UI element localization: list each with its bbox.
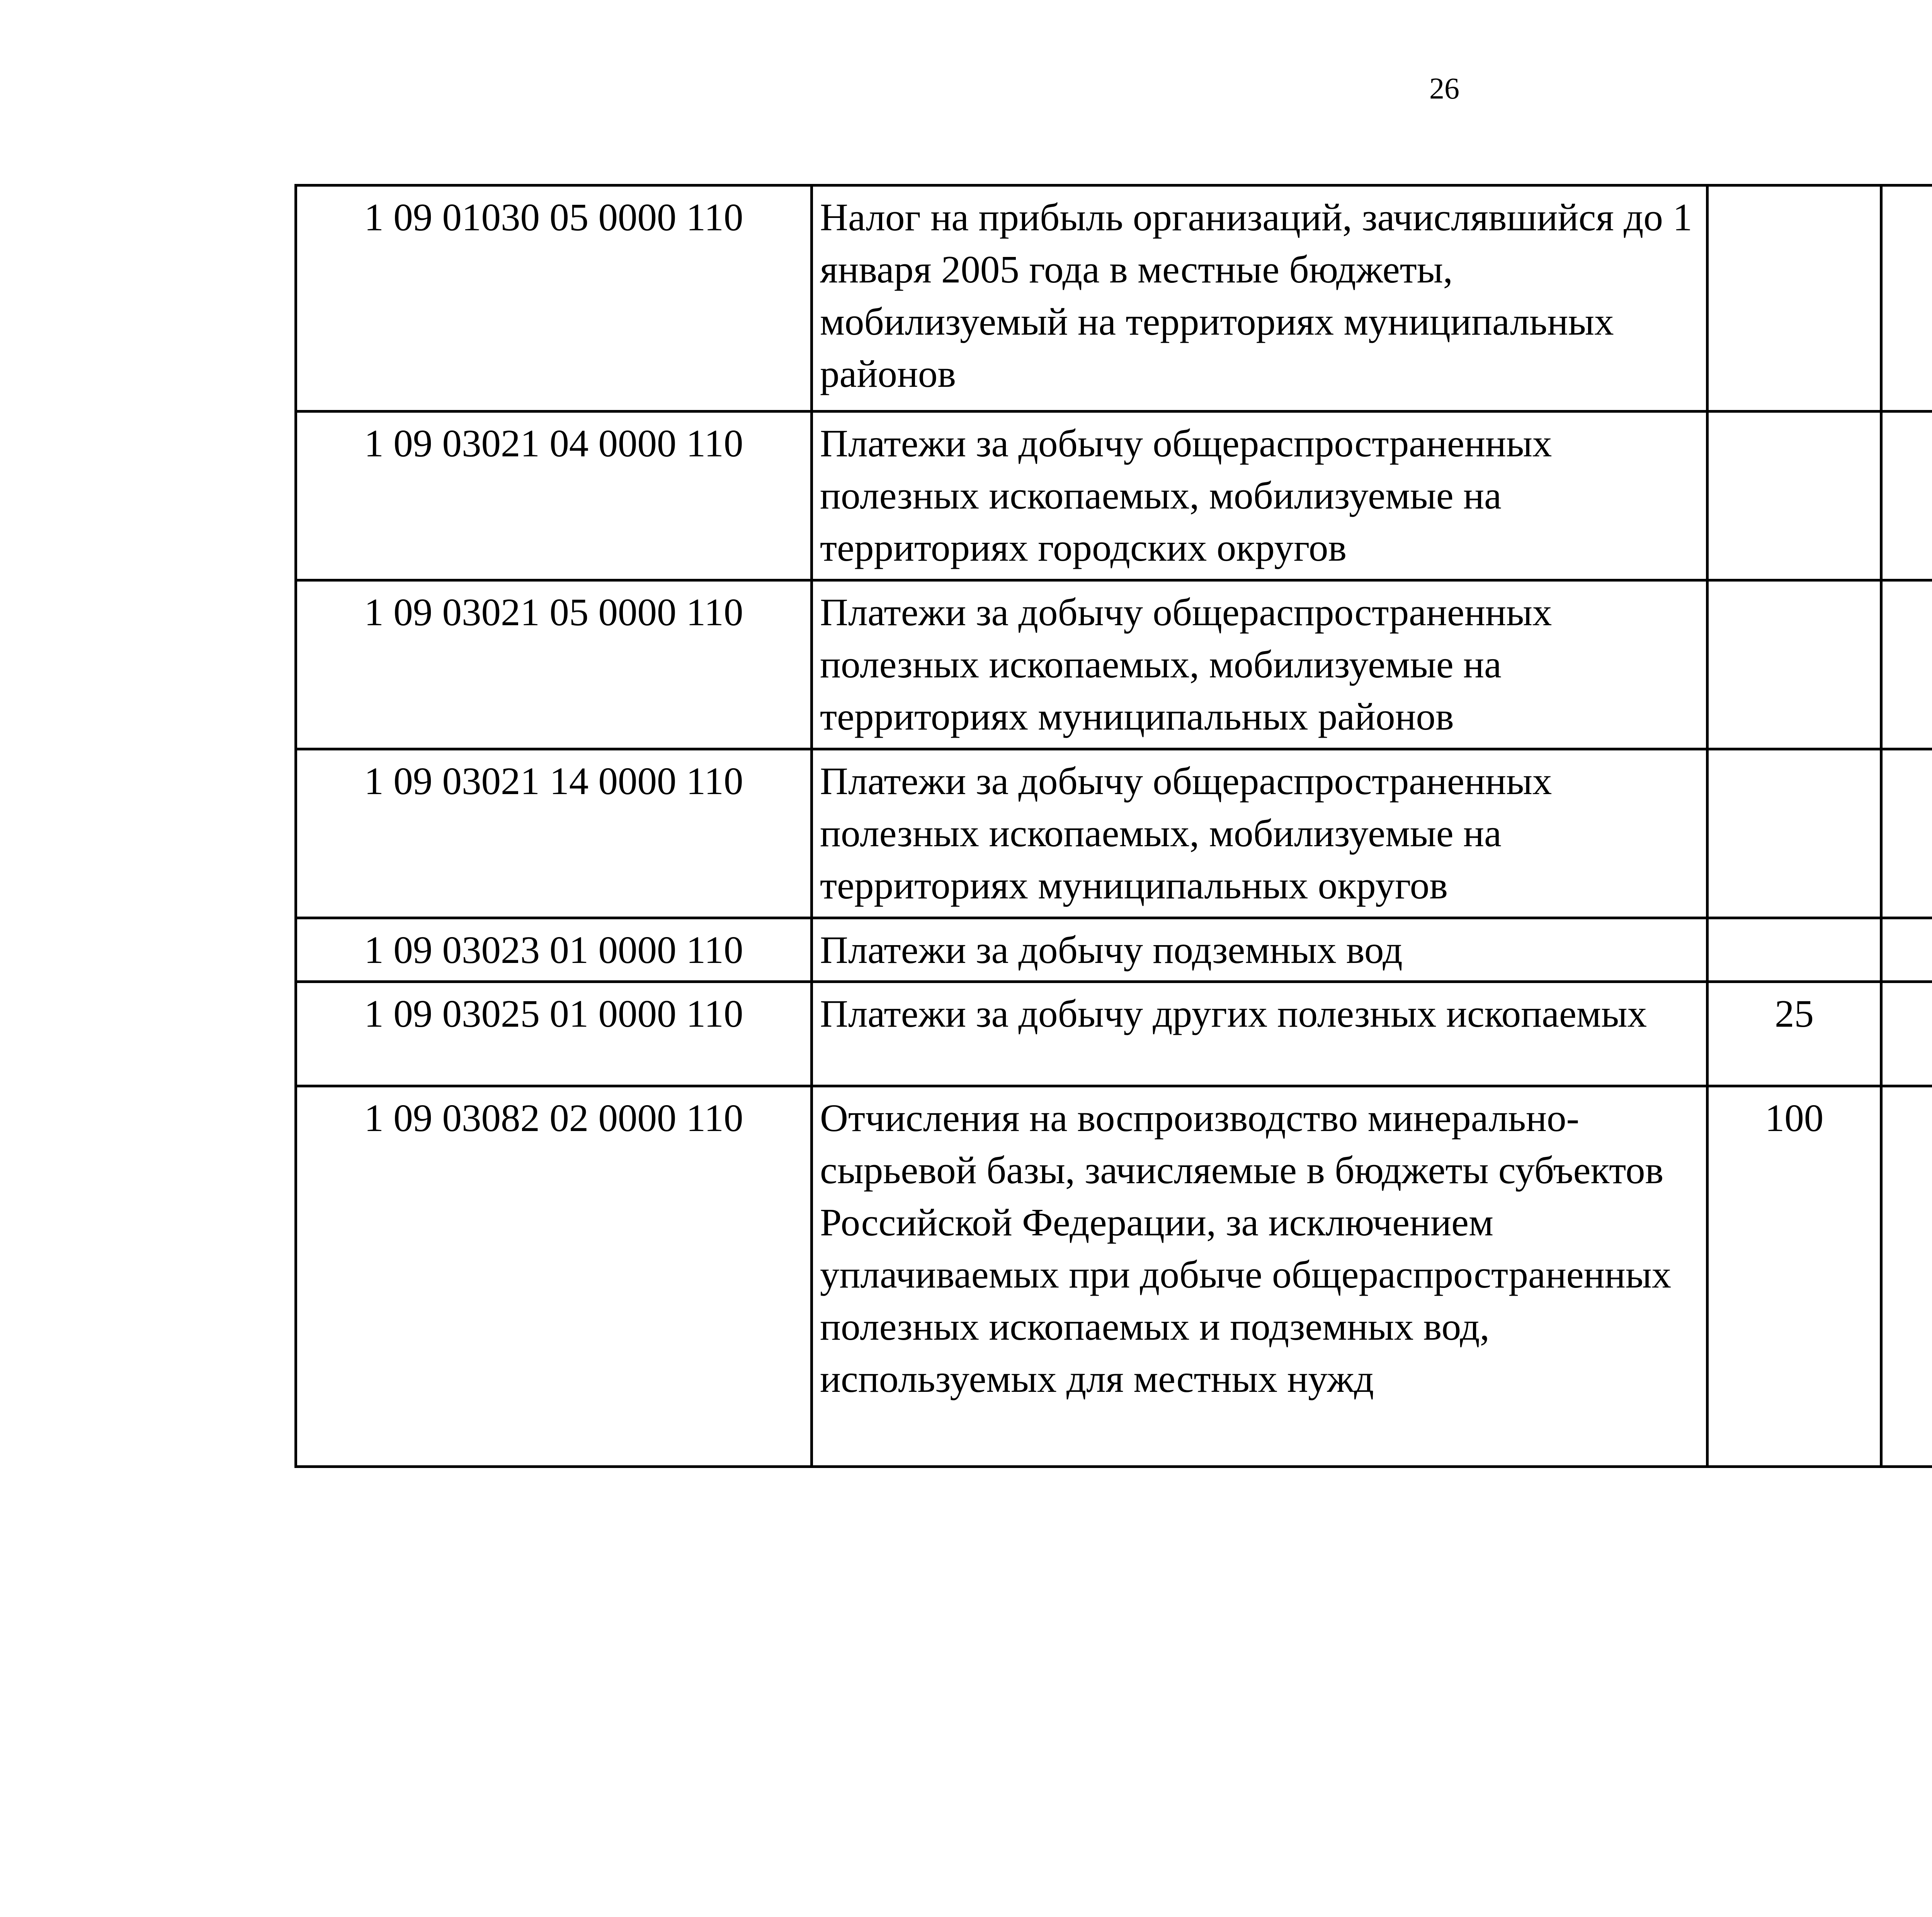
value-cell-col1	[1708, 412, 1881, 580]
value-cell-col1	[1708, 749, 1881, 918]
table-row	[296, 412, 1932, 580]
value-cell-col2	[1881, 580, 1932, 749]
revenue-description-cell: Платежи за добычу общераспространенных полезных ископаемых, мобилизуемые на территориях муниципальных округов	[812, 749, 1708, 918]
value-cell-col2	[1881, 982, 1932, 1086]
value-cell-col1	[1708, 580, 1881, 749]
revenue-code-cell: 1 09 03025 01 0000 110	[296, 982, 812, 1086]
table-row	[296, 185, 1932, 412]
revenue-description-cell: Платежи за добычу общераспространенных полезных ископаемых, мобилизуемые на территориях городских округов	[812, 412, 1708, 580]
table-row	[296, 749, 1932, 918]
revenue-code-cell: 1 09 03021 05 0000 110	[296, 580, 812, 749]
revenue-code-cell: 1 09 03021 04 0000 110	[296, 412, 812, 580]
table-row	[296, 580, 1932, 749]
budget-revenue-table	[294, 184, 1932, 1468]
table-row	[296, 918, 1932, 982]
value-cell-col1	[1708, 185, 1881, 412]
revenue-description-cell: Платежи за добычу общераспространенных полезных ископаемых, мобилизуемые на территориях муниципальных районов	[812, 580, 1708, 749]
revenue-code-cell: 1 09 01030 05 0000 110	[296, 185, 812, 412]
value-cell-col2	[1881, 412, 1932, 580]
revenue-code-cell: 1 09 03082 02 0000 110	[296, 1086, 812, 1467]
value-cell-col2	[1881, 185, 1932, 412]
revenue-code-cell: 1 09 03023 01 0000 110	[296, 918, 812, 982]
value-cell-col1	[1708, 918, 1881, 982]
page-number: 26	[1429, 71, 1459, 105]
revenue-description-cell: Платежи за добычу подземных вод	[812, 918, 1708, 982]
value-cell-col2	[1881, 918, 1932, 982]
revenue-code-cell: 1 09 03021 14 0000 110	[296, 749, 812, 918]
value-cell-col1: 100	[1708, 1086, 1881, 1467]
revenue-description-cell: Платежи за добычу других полезных ископаемых	[812, 982, 1708, 1086]
value-cell-col2	[1881, 749, 1932, 918]
revenue-description-cell: Отчисления на воспроизводство минерально-сырьевой базы, зачисляемые в бюджеты субъектов Российской Федерации, за исключением уплачиваемых при добыче общераспространенных полезных ископаемых и подземных вод, используемых для местных нужд	[812, 1086, 1708, 1467]
value-cell-col1: 25	[1708, 982, 1881, 1086]
value-cell-col2	[1881, 1086, 1932, 1467]
table-row	[296, 1086, 1932, 1467]
table-row	[296, 982, 1932, 1086]
revenue-description-cell: Налог на прибыль организаций, зачислявшийся до 1 января 2005 года в местные бюджеты, мобилизуемый на территориях муниципальных районов	[812, 185, 1708, 412]
